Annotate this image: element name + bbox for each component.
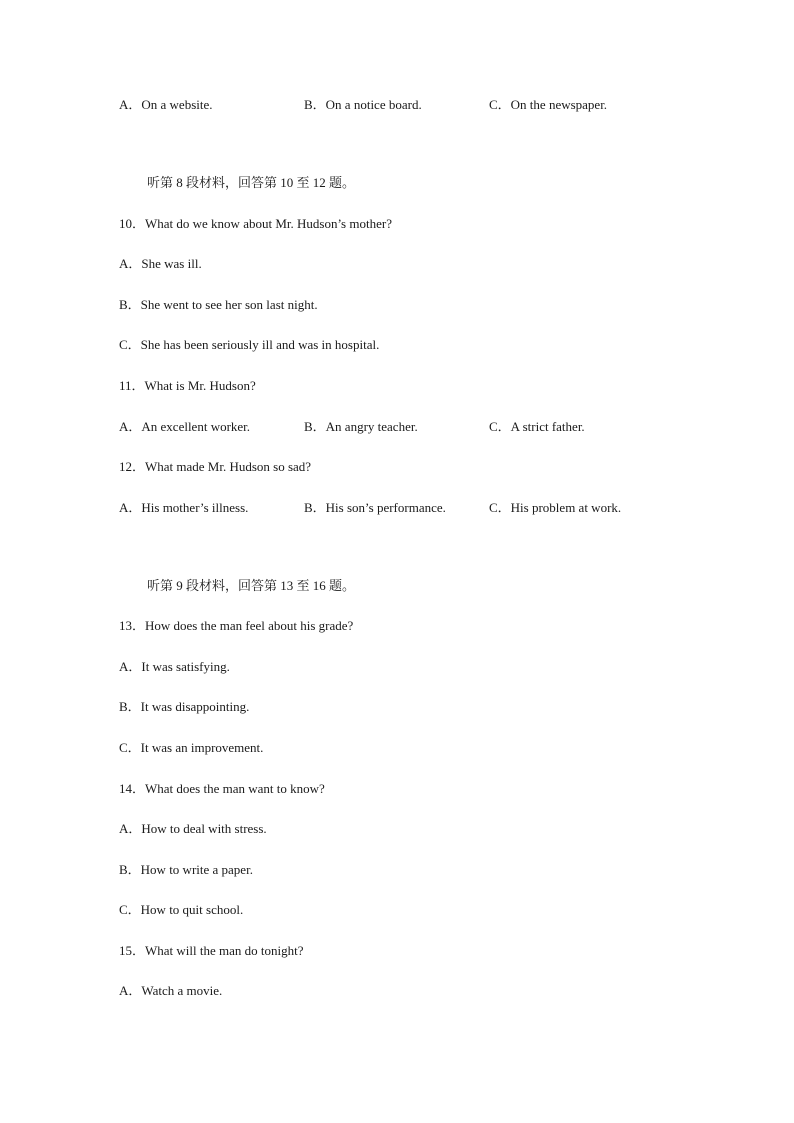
q11-question: 11．What is Mr. Hudson? (119, 378, 256, 393)
q10-option-a: A．She was ill. (119, 256, 202, 271)
section8-instruction: 听第 8 段材料，回答第 10 至 12 题。 (147, 175, 356, 190)
q14-option-b: B．How to write a paper. (119, 862, 253, 877)
q10-question: 10．What do we know about Mr. Hudson’s mother? (119, 216, 392, 231)
q9-option-b: B．On a notice board. (304, 97, 422, 112)
q14-option-a: A．How to deal with stress. (119, 821, 267, 836)
q14-question: 14．What does the man want to know? (119, 781, 325, 796)
q11-option-a: A．An excellent worker. (119, 419, 251, 434)
q12-option-a: A．His mother’s illness. (119, 500, 249, 515)
q9-option-a: A．On a website. (119, 97, 213, 112)
q15-question: 15．What will the man do tonight? (119, 943, 304, 958)
q10-option-b: B．She went to see her son last night. (119, 297, 318, 312)
q12-question: 12．What made Mr. Hudson so sad? (119, 459, 312, 474)
q11-option-b: B．An angry teacher. (304, 419, 418, 434)
q11-options (119, 419, 679, 435)
section9-instruction: 听第 9 段材料，回答第 13 至 16 题。 (147, 578, 356, 593)
q12-option-b: B．His son’s performance. (304, 500, 446, 515)
q9-option-c: C．On the newspaper. (489, 97, 608, 112)
q11-option-c: C．A strict father. (489, 419, 585, 434)
q14-option-c: C．How to quit school. (119, 902, 244, 917)
q12-option-c: C．His problem at work. (489, 500, 622, 515)
q13-question: 13．How does the man feel about his grade? (119, 618, 354, 633)
q15-option-a: A．Watch a movie. (119, 983, 223, 998)
q13-option-c: C．It was an improvement. (119, 740, 264, 755)
q13-option-a: A．It was satisfying. (119, 659, 230, 674)
q10-option-c: C．She has been seriously ill and was in hospital. (119, 337, 380, 352)
q12-options (119, 500, 679, 516)
q13-option-b: B．It was disappointing. (119, 699, 250, 714)
q9-options (119, 97, 679, 113)
